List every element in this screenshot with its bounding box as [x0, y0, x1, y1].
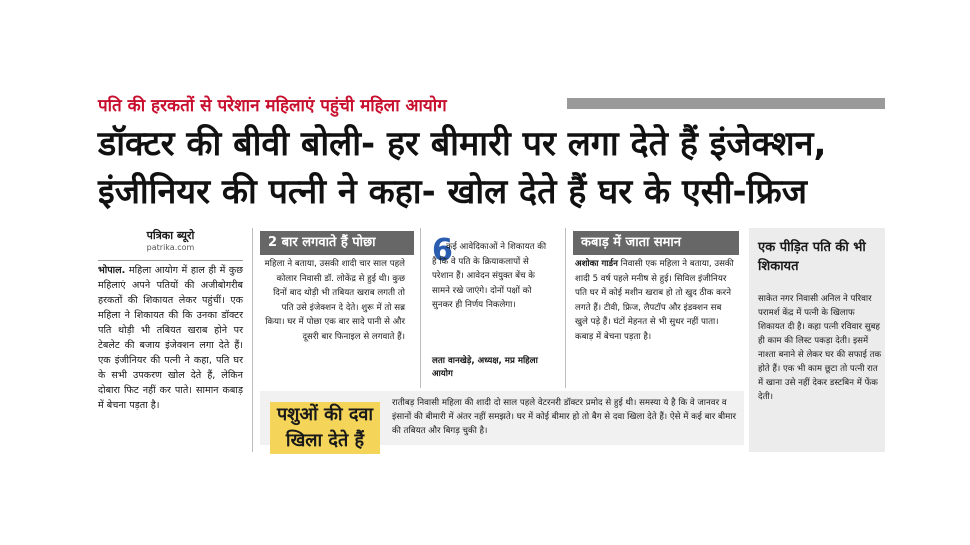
box-text-scrap-body: निवासी एक महिला ने बताया, उसकी शादी 5 वर्ष पहले मनीष से हुई। सिविल इंजीनियर पति घर में कोई मशीन खराब हो तो खुद ठीक करने लगते हैं। टीवी, फ्रिज, लैपटॉप और इंडक्शन सब खुले पड़े हैं। घंटों मेहनत से भी सुधर नहीं पाता। कबाड़ में बेचना पड़ता है। — [575, 259, 734, 342]
bottom-story-title: पशुओं की दवा खिला देते हैं — [270, 402, 380, 454]
column-divider — [252, 228, 253, 452]
main-article-text: महिला आयोग में हाल ही में कुछ महिलाएं अपने पतियों की अजीबोगरीब हरकतों की शिकायत लेकर पहुंचीं। एक महिला ने शिकायत की कि उनका डॉक्टर पति थोड़ी भी तबियत खराब होने पर टेबलेट की बजाय इंजेक्शन लगा देते हैं। एक इंजीनियर की पत्नी ने कहा, पति घर के सभी उपकरण खोल देते हैं, लेकिन दोबारा फिट नहीं कर पाते। सामान कबाड़ में बेचना पड़ता है। — [98, 265, 243, 411]
byline-divider — [98, 260, 243, 261]
byline-website: patrika.com — [146, 243, 195, 252]
quote-text — [432, 240, 550, 313]
box-text-scrap — [575, 257, 735, 344]
quote-mark-icon: 6 — [432, 233, 453, 268]
dateline: भोपाल. — [98, 265, 126, 276]
bottom-story-text: रातीबड़ निवासी महिला की शादी दो साल पहले वेटरनरी डॉक्टर प्रमोद से हुई थी। समस्या ये है कि वे जानवर व इंसानों की बीमारी में अंतर नहीं समझते। घर में कोई बीमार हो तो बैग से दवा खिला देते हैं। ऐसे में कई बार बीमार की तबियत और बिगड़ चुकी है। — [392, 398, 737, 436]
quote-body: कई आवेदिकाओं ने शिकायत की है कि वे पति के क्रियाकलापों से परेशान हैं। आवेदन संयुक्त बेंच के सामने रखे जाएंगे। दोनों पक्षों को सुनकर ही निर्णय निकलेगा। — [432, 242, 547, 310]
quote-attribution: लता वानखेड़े, अध्यक्ष, मप्र महिला आयोग — [432, 356, 538, 379]
kicker-rule — [567, 98, 885, 109]
headline-line-2: इंजीनियर की पत्नी ने कहा- खोल देते हैं घर के एसी-फ्रिज — [98, 172, 807, 212]
byline — [98, 228, 243, 252]
box-text-scrap-lead: अशोका गार्डन — [575, 259, 618, 269]
column-divider — [565, 228, 566, 388]
main-article-body — [98, 263, 243, 413]
box-heading-mop: 2 बार लगवाते हैं पोछा — [260, 231, 414, 255]
box-text-mop: महिला ने बताया, उसकी शादी चार साल पहले कोलार निवासी डॉ. लोकेंद्र से हुई थी। कुछ दिनों बाद थोड़ी भी तबियत खराब लगती तो पति उसे इंजेक्शन दे देते। शुरू में तो सब्र किया। घर में पोछा एक बार सादे पानी से और दूसरी बार फिनाइल से लगवाते हैं। — [264, 259, 405, 342]
kicker-text: पति की हरकतों से परेशान महिलाएं पहुंची महिला आयोग — [98, 95, 447, 116]
byline-name: पत्रिका ब्यूरो — [146, 229, 195, 242]
box-heading-scrap: कबाड़ में जाता समान — [573, 231, 739, 255]
headline-line-1: डॉक्टर की बीवी बोली- हर बीमारी पर लगा देते हैं इंजेक्शन, — [98, 124, 827, 164]
sidebar-text: साकेत नगर निवासी अनिल ने परिवार परामर्श केंद्र में पत्नी के खिलाफ शिकायत दी है। कहा पत्नी रविवार सुबह ही काम की लिस्ट पकड़ा देती। इसमें नाश्ता बनाने से लेकर घर की सफाई तक होते हैं। एक भी काम छूटा तो पत्नी रात में खाना उसे नहीं देकर डस्टबिन में फेंक देती। — [758, 294, 882, 402]
column-divider — [420, 228, 421, 388]
kicker — [98, 90, 447, 118]
sidebar-title: एक पीड़ित पति की भी शिकायत — [758, 240, 866, 274]
